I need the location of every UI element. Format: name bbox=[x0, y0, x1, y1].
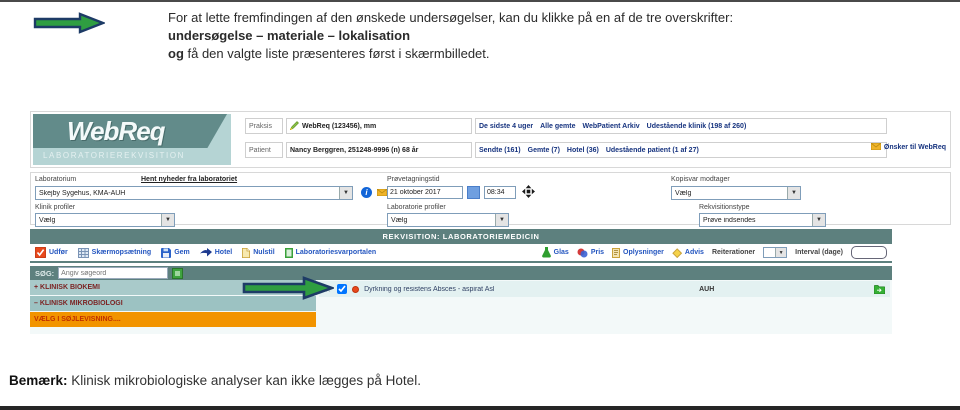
move-icon[interactable] bbox=[522, 185, 535, 200]
provetagningstid-label: Prøvetagningstid bbox=[387, 176, 440, 183]
praksis-field[interactable]: WebReq (123456), mm bbox=[286, 118, 472, 134]
flask-icon bbox=[542, 247, 551, 258]
klinik-profiler-select[interactable]: Vælg ▼ bbox=[35, 213, 175, 227]
green-arrow-icon bbox=[242, 276, 334, 305]
instruction-line1: For at lette fremfindingen af den ønskede undersøgelser, kan du klikke på en af de tre overskrifter: bbox=[168, 10, 734, 25]
green-arrow-icon bbox=[33, 12, 105, 39]
gem-button[interactable]: Gem bbox=[161, 248, 190, 258]
search-bar bbox=[30, 266, 892, 280]
instruction-line3: og få den valgte liste præsenteres først i skærmbilledet. bbox=[168, 46, 490, 61]
portal-icon bbox=[285, 248, 293, 258]
analysis-lab: AUH bbox=[699, 285, 715, 293]
status-dot-icon bbox=[352, 286, 359, 293]
patient-field[interactable]: Nancy Berggren, 251248-9996 (n) 68 år bbox=[286, 142, 472, 158]
tag-icon bbox=[672, 248, 682, 258]
time-input[interactable] bbox=[484, 186, 516, 199]
skaermopsaetning-button[interactable]: Skærmopsætning bbox=[78, 248, 152, 258]
logo-title: WebReq bbox=[67, 116, 165, 146]
reiterationer-select[interactable] bbox=[763, 247, 787, 258]
laboratorie-profiler-label: Laboratorie profiler bbox=[387, 204, 446, 211]
hotel-button[interactable]: Hotel bbox=[200, 248, 233, 257]
pencil-icon bbox=[290, 121, 299, 132]
rekvisition-title-bar: REKVISITION: LABORATORIEMEDICIN bbox=[30, 229, 892, 244]
advis-button[interactable]: Advis bbox=[672, 248, 704, 258]
laboratorie-profiler-select[interactable]: Vælg ▼ bbox=[387, 213, 509, 227]
chevron-down-icon: ▼ bbox=[495, 214, 508, 226]
check-icon bbox=[35, 247, 46, 258]
hent-nyheder-link[interactable]: Hent nyheder fra laboratoriet bbox=[141, 176, 238, 183]
save-icon bbox=[161, 248, 171, 258]
interval-label: Interval (dage) bbox=[795, 249, 843, 256]
search-icon bbox=[175, 271, 180, 276]
chevron-down-icon: ▼ bbox=[787, 187, 800, 199]
webreq-header bbox=[30, 111, 951, 168]
link-udestaaende-klinik[interactable]: Udestående klinik (198 af 260) bbox=[646, 122, 747, 130]
laboratorium-select[interactable]: Skejby Sygehus, KMA-AUH ▼ bbox=[35, 186, 353, 200]
page-bottom-rule bbox=[0, 406, 960, 410]
link-alle-gemte[interactable]: Alle gemte bbox=[540, 122, 576, 130]
reiterationer-label: Reiterationer bbox=[711, 249, 756, 256]
search-label: SØG: bbox=[35, 268, 55, 278]
kopisvar-select[interactable]: Vælg ▼ bbox=[671, 186, 801, 200]
category-klinisk-biokemi[interactable]: + KLINISK BIOKEMI bbox=[30, 280, 316, 295]
chevron-down-icon: ▼ bbox=[339, 187, 352, 199]
results-area bbox=[30, 280, 892, 334]
praksis-label: Praksis bbox=[245, 118, 283, 134]
page-top-rule bbox=[0, 0, 960, 2]
coins-icon bbox=[577, 248, 588, 258]
oplysninger-button[interactable]: Oplysninger bbox=[612, 248, 664, 258]
interval-input[interactable] bbox=[851, 246, 887, 259]
folder-icon[interactable] bbox=[874, 285, 885, 294]
calendar-icon[interactable] bbox=[467, 186, 480, 199]
pris-button[interactable]: Pris bbox=[577, 248, 604, 258]
link-gemte[interactable]: Gemte (7) bbox=[527, 146, 560, 154]
analysis-name: Dyrkning og resistens Absces - aspirat Asl bbox=[364, 285, 495, 293]
instruction-text bbox=[168, 9, 953, 63]
category-klinisk-mikrobiologi[interactable]: – KLINISK MIKROBIOLOGI bbox=[30, 296, 316, 311]
header-links-row1 bbox=[475, 118, 887, 134]
klinik-profiler-label: Klinik profiler bbox=[35, 204, 76, 211]
link-udestaaende-patient[interactable]: Udestående patient (1 af 27) bbox=[605, 146, 699, 154]
search-button[interactable] bbox=[172, 268, 183, 279]
kopisvar-label: Kopisvar modtager bbox=[671, 176, 730, 183]
patient-label: Patient bbox=[245, 142, 283, 158]
webreq-screenshot bbox=[30, 111, 953, 341]
laboratoriesvarportalen-button[interactable]: Laboratoriesvarportalen bbox=[285, 248, 377, 258]
rekvisitionstype-select[interactable]: Prøve indsendes ▼ bbox=[699, 213, 826, 227]
link-webpatient-arkiv[interactable]: WebPatient Arkiv bbox=[582, 122, 640, 130]
grid-icon bbox=[78, 248, 89, 258]
logo-subtitle: LABORATORIEREKVISITION bbox=[43, 151, 186, 160]
note-text: Bemærk: Klinisk mikrobiologiske analyser kan ikke lægges på Hotel. bbox=[9, 373, 421, 388]
nulstil-button[interactable]: Nulstil bbox=[242, 248, 274, 258]
header-links-row2 bbox=[475, 142, 887, 158]
search-input[interactable] bbox=[58, 267, 168, 279]
document-icon bbox=[612, 248, 620, 258]
link-sendte[interactable]: Sendte (161) bbox=[479, 146, 521, 154]
info-icon[interactable]: i bbox=[361, 187, 372, 198]
link-sidste-4-uger[interactable]: De sidste 4 uger bbox=[479, 122, 534, 130]
analysis-checkbox[interactable] bbox=[337, 284, 347, 294]
hotel-arrow-icon bbox=[200, 248, 212, 257]
category-vaelg-i-soejlevisning[interactable]: VÆLG I SØJLEVISNING.... bbox=[30, 312, 316, 327]
webreq-form bbox=[30, 172, 951, 225]
date-input[interactable] bbox=[387, 186, 463, 199]
mail-icon[interactable] bbox=[377, 189, 387, 198]
instruction-line2: undersøgelse – materiale – lokalisation bbox=[168, 28, 411, 43]
laboratorium-label: Laboratorium bbox=[35, 176, 77, 183]
envelope-icon bbox=[871, 143, 881, 152]
toolbar bbox=[30, 244, 892, 263]
analysis-row[interactable] bbox=[319, 281, 890, 297]
link-hotel[interactable]: Hotel (36) bbox=[566, 146, 599, 154]
link-oensker-til-webreq[interactable]: Ønsker til WebReq bbox=[871, 143, 946, 152]
glas-button[interactable]: Glas bbox=[542, 247, 569, 258]
udfor-button[interactable]: Udfør bbox=[35, 247, 68, 258]
rekvisitionstype-label: Rekvisitionstype bbox=[699, 204, 750, 211]
chevron-down-icon: ▼ bbox=[161, 214, 174, 226]
chevron-down-icon: ▼ bbox=[775, 248, 786, 257]
chevron-down-icon: ▼ bbox=[812, 214, 825, 226]
page-icon bbox=[242, 248, 250, 258]
webreq-logo bbox=[33, 114, 231, 165]
